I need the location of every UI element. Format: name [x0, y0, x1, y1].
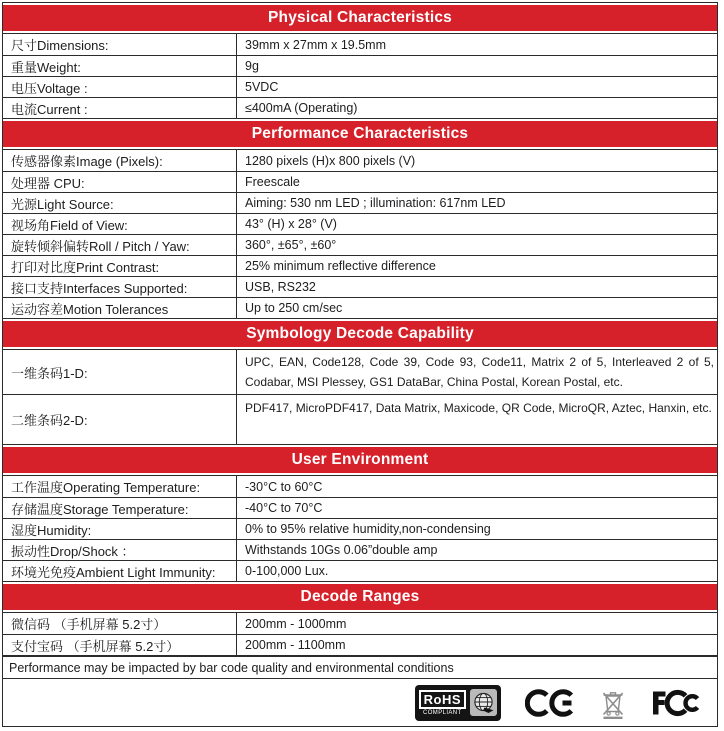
table-row	[3, 76, 717, 97]
table-row	[3, 497, 717, 518]
ce-mark-icon	[525, 688, 577, 718]
section-header-performance: Performance Characteristics	[3, 121, 717, 147]
table-row	[3, 192, 717, 213]
spec-value: 9g	[236, 56, 717, 76]
spec-label: 处理器 CPU:	[11, 175, 85, 191]
spec-label: 微信码 （手机屏幕 5.2寸）	[11, 617, 167, 632]
spec-label: 视场角Field of View:	[11, 217, 128, 233]
spec-value: Freescale	[236, 172, 717, 192]
section-header-symbology: Symbology Decode Capability	[3, 321, 717, 347]
section-header-decode-ranges: Decode Ranges	[3, 584, 717, 610]
spec-value: 200mm - 1100mm	[236, 635, 717, 655]
spec-label: 运动容差Motion Tolerances	[11, 301, 169, 317]
spec-label: 湿度Humidity:	[11, 522, 92, 538]
table-row	[3, 394, 717, 444]
spec-value: Withstands 10Gs 0.06”double amp	[236, 540, 717, 560]
rohs-label: RoHS	[419, 690, 466, 709]
spec-label: 振动性Drop/Shock ：	[11, 543, 135, 559]
table-row	[3, 476, 717, 497]
weee-bin-icon	[601, 687, 625, 719]
section-performance-rows	[3, 149, 717, 319]
rohs-compliant-label: COMPLIANT	[423, 709, 462, 716]
footer-group	[3, 656, 717, 726]
spec-value: UPC, EAN, Code128, Code 39, Code 93, Code11, Matrix 2 of 5, Interleaved 2 of 5, Codabar, MSI Plessey, GS1 DataBar, China Postal, Korean Postal, etc.	[236, 350, 717, 394]
fcc-mark-icon	[649, 688, 701, 718]
spec-label: 旋转倾斜偏转Roll / Pitch / Yaw:	[11, 238, 190, 254]
spec-label: 工作温度Operating Temperature:	[11, 480, 201, 495]
spec-value: Up to 250 cm/sec	[236, 298, 717, 318]
spec-table	[2, 2, 718, 727]
spec-value: 5VDC	[236, 77, 717, 97]
section-decode-ranges-rows	[3, 612, 717, 656]
spec-label: 存储温度Storage Temperature:	[11, 501, 189, 517]
spec-value: Aiming: 530 nm LED ; illumination: 617nm LED	[236, 193, 717, 213]
table-row	[3, 34, 717, 55]
table-row	[3, 518, 717, 539]
table-row	[3, 255, 717, 276]
rohs-badge	[415, 685, 501, 721]
table-row	[3, 55, 717, 76]
spec-value: 200mm - 1000mm	[236, 613, 717, 634]
footnote-row	[3, 657, 717, 678]
spec-label: 传感器像素Image (Pixels):	[11, 154, 163, 169]
footnote-text: Performance may be impacted by bar code quality and environmental conditions	[9, 660, 454, 675]
spec-label: 光源Light Source:	[11, 196, 114, 212]
table-row	[3, 560, 717, 581]
spec-value: USB, RS232	[236, 277, 717, 297]
spec-value: 25% minimum reflective difference	[236, 256, 717, 276]
section-environment-rows	[3, 475, 717, 582]
rohs-text-block	[419, 690, 466, 716]
table-row	[3, 171, 717, 192]
spec-label: 环境光免疫Ambient Light Immunity:	[11, 564, 216, 580]
table-row	[3, 97, 717, 118]
spec-label: 打印对比度Print Contrast:	[11, 259, 160, 275]
section-physical-rows	[3, 33, 717, 119]
spec-label: 电流Current :	[11, 101, 88, 117]
spec-label: 二维条码2-D:	[11, 413, 88, 428]
spec-label: 一维条码1-D:	[11, 365, 88, 381]
spec-value: -30°C to 60°C	[236, 476, 717, 497]
section-header-physical: Physical Characteristics	[3, 5, 717, 31]
spec-value: ≤400mA (Operating)	[236, 98, 717, 118]
spec-value: 0% to 95% relative humidity,non-condensing	[236, 519, 717, 539]
globe-hand-icon	[470, 689, 497, 716]
table-row	[3, 297, 717, 318]
spec-label: 电压Voltage :	[11, 80, 88, 96]
table-row	[3, 150, 717, 171]
spec-label: 支付宝码 （手机屏幕 5.2寸）	[11, 638, 180, 654]
spec-value: -40°C to 70°C	[236, 498, 717, 518]
spec-label: 重量Weight:	[11, 59, 81, 75]
table-row	[3, 234, 717, 255]
table-row	[3, 539, 717, 560]
spec-value: 39mm x 27mm x 19.5mm	[236, 34, 717, 55]
table-row	[3, 350, 717, 394]
table-row	[3, 213, 717, 234]
section-header-environment: User Environment	[3, 447, 717, 473]
spec-value: 0-100,000 Lux.	[236, 561, 717, 581]
spec-label: 尺寸Dimensions:	[11, 38, 109, 53]
spec-value: 43° (H) x 28° (V)	[236, 214, 717, 234]
section-symbology-rows	[3, 349, 717, 445]
certification-logos-row	[3, 678, 717, 726]
table-row	[3, 634, 717, 655]
spec-label: 接口支持Interfaces Supported:	[11, 280, 188, 296]
spec-value: PDF417, MicroPDF417, Data Matrix, Maxicode, QR Code, MicroQR, Aztec, Hanxin, etc.	[236, 395, 717, 444]
table-row	[3, 276, 717, 297]
spec-value: 360°, ±65°, ±60°	[236, 235, 717, 255]
spec-value: 1280 pixels (H)x 800 pixels (V)	[236, 150, 717, 171]
table-row	[3, 613, 717, 634]
